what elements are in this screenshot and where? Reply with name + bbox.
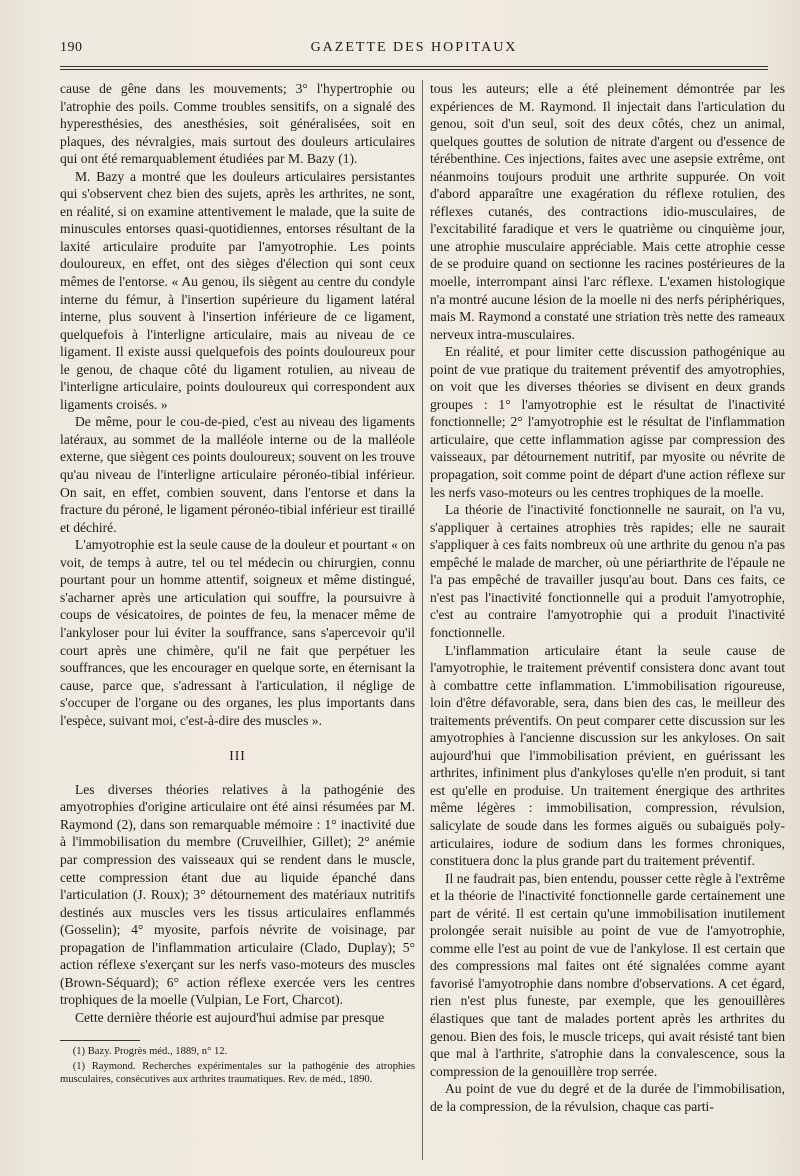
- footnote: (1) Bazy. Progrès méd., 1889, n° 12.: [72, 1046, 228, 1058]
- paragraph: Les diverses théories relatives à la pathogénie des amyotrophies d'origine articulaire ont été ainsi résumées par M. Raymond (2), dans son remarquable mémoire : 1° inactivité due à l'immobilisation du membre (Cruveilhier, Gillet); 2° anémie par compression des vaisseaux qui se rendent dans le muscle, cette compression étant due au liquide épanché dans l'articulation (J. Roux); 3° détournement des matériaux nutritifs destinés aux muscles vers les tissus articulaires enflammés (Gosselin); 4° myosite, parfois névrite de voisinage, par propagation de l'inflammation articulaire (Clado, Duplay); 5° action réflexe s'exerçant sur les nerfs vaso-moteurs des muscles (Brown-Séquard); 6° action réflexe exercée vers les centres trophiques de la moelle (Vulpian, Le Fort, Charcot).: [60, 781, 415, 1008]
- paragraph: L'inflammation articulaire étant la seule cause de l'amyotrophie, le traitement préventif consistera donc avant tout à combattre cette inflammation. L'immobilisation rigoureuse, loin d'être défavorable, sera, dans bien des cas, le meilleur des traitements préventifs. On peut comparer cette discussion sur les amyotrophies à l'ancienne discussion sur les ankyloses. On sait aujourd'hui que l'immobilisation prévient, en guérissant les arthrites, infiniment plus d'ankyloses qu'elle n'en produit, si tant est qu'elle en produise. Un traitement énergique des arthrites même légères : immobilisation, compression, révulsion, salicylate de soude dans les formes aiguës ou subaiguës poly-articulaires, iodure de sodium dans les formes chroniques, constituera donc la plus grande part du traitement préventif.: [430, 642, 785, 869]
- page-header: [60, 40, 768, 62]
- paragraph: La théorie de l'inactivité fonctionnelle ne saurait, on l'a vu, s'appliquer à certaines atrophies très rapides; elle ne saurait s'appliquer à ces faits nombreux où une arthrite du genou n'a pas empêché le malade de marcher, où une périarthrite de l'épaule ne l'a pas empêché de travailler jusqu'au bout. Dans ces faits, ce n'est pas l'inactivité fonctionnelle qui a produit l'amyotrophie, c'est au contraire l'amyotrophie qui a produit l'inactivité fonctionnelle.: [430, 502, 785, 640]
- paragraph: L'amyotrophie est la seule cause de la douleur et pourtant « on voit, de temps à autre, tel ou tel médecin ou chirurgien, connu pourtant pour un homme attentif, soigneux et même distingué, s'acharner après une articulation qui souffre, la poursuivre à coups de vésicatoires, de pointes de feu, la menacer même de l'ankyloser pour lui éviter la souffrance, sans s'apercevoir qu'il court après une chimère, qu'il ne fait que perpétuer les souffrances, que les encourager en quelque sorte, en éternisant la cause, parce que, s'adressant à l'articulation, il néglige de s'occuper de l'organe ou des organes, les plus importants dans l'espèce, suivant moi, c'est-à-dire des muscles ».: [60, 537, 415, 728]
- paragraph: De même, pour le cou-de-pied, c'est au niveau des ligaments latéraux, au sommet de la malléole interne ou de la malléole externe, que siègent ces points douloureux; souvent on les trouve qu'au niveau de l'interligne articulaire péronéo-tibial inférieur. On sait, en effet, combien souvent, dans l'entorse et dans la fracture du péroné, le ligament péronéo-tibial inférieur est tiraillé et déchiré.: [60, 414, 415, 535]
- paragraph: Il ne faudrait pas, bien entendu, pousser cette règle à l'extrême et la théorie de l'inactivité fonctionnelle garde certainement une part de vérité. Il est certain qu'une immobilisation inutilement prolongée serait nuisible au point de vue de l'amyotrophie, comme elle l'est au point de vue de l'ankylose. Il est certain que des compressions mal faites ont été signalées comme ayant favorisé l'amyotrophie dans nombre d'observations. A cet égard, rien n'est plus funeste, par exemple, que les genouillères élastiques que tant de malades portent après les arthrites du genou. Bien des fois, le muscle triceps, qui avait résisté tant bien que mal à l'arthrite, s'atrophie dans la convalescence, sous la compression de la genouillère trop serrée.: [430, 870, 785, 1079]
- paragraph: Au point de vue du degré et de la durée de l'immobilisation, de la compression, de la révulsion, chaque cas parti-: [430, 1081, 785, 1114]
- paragraph: En réalité, et pour limiter cette discussion pathogénique au point de vue pratique du traitement préventif des amyotrophies, on voit que les diverses théories se divisent en deux grands groupes : 1° l'amyotrophie est le résultat de l'inactivité fonctionnelle; 2° l'amyotrophie est le résultat de l'inflammation articulaire, que cette inflammation agisse par compression des vaisseaux, par détournement nutritif, par myosite ou névrite de propagation, soit comme point de départ d'une action réflexe sur les nerfs vaso-moteurs ou les centres trophiques de la moelle.: [430, 344, 785, 500]
- header-rule-double: [60, 69, 768, 70]
- header-rule: [60, 66, 768, 67]
- running-title: GAZETTE DES HOPITAUX: [310, 40, 518, 55]
- left-column: [60, 80, 415, 1160]
- paragraph: cause de gêne dans les mouvements; 3° l'hypertrophie ou l'atrophie des poils. Comme troubles sensitifs, on a signalé des hyperesthésies, des anesthésies, soit généralisées, soit en plaques, des névralgies, mais surtout des douleurs articulaires qui ont été remarquablement étudiées par M. Bazy (1).: [60, 81, 415, 167]
- section-number: III: [229, 748, 246, 764]
- paragraph: tous les auteurs; elle a été pleinement démontrée par les expériences de M. Raymond. Il injectait dans l'articulation du genou, soit d'un seul, soit des deux côtés, chez un animal, quelques gouttes de solution de nitrate d'argent ou d'essence de térébenthine. Ces injections, faites avec une asepsie extrême, ont néanmoins toujours produit une arthrite suppurée. On voit d'abord apparaître une exagération du réflexe rotulien, des réflexes cutanés, des contractions idio-musculaires, de l'excitabilité faradique et vers le quatrième ou cinquième jour, une atrophie musculaire appréciable. Mais cette atrophie cesse de se produire quand on sectionne les racines postérieures de la moelle, interrompant ainsi l'arc réflexe. L'examen histologique n'a montré aucune lésion de la moelle ni des nerfs périphériques, mais M. Raymond a constaté une striation très nette des rameaux nerveux intra-musculaires.: [430, 81, 785, 342]
- page-number: 190: [60, 40, 83, 55]
- column-divider: [422, 80, 423, 1160]
- footnote-rule: [60, 1040, 140, 1041]
- paragraph: M. Bazy a montré que les douleurs articulaires persistantes qui s'observent chez bien des sujets, après les arthrites, ne sont, en réalité, si on examine attentivement le malade, que la suite de minuscules entorses quasi-quotidiennes, entorses résultant de la laxité articulaire produite par l'amyotrophie. Les points douloureux, en effet, ont des sièges d'élection qui sont ceux mêmes de l'entorse. « Au genou, ils siègent au centre du condyle interne du fémur, à l'insertion supérieure du ligament latéral interne, plus souvent à l'insertion inférieure de ce ligament, quelquefois à l'interligne articulaire, mais au niveau de ce ligament. Il existe aussi quelquefois des points douloureux pour le genou, de chaque côté du ligament rotulien, au niveau de l'interligne articulaire, points douloureux qui correspondent aux ligaments croisés. »: [60, 168, 415, 412]
- paragraph: Cette dernière théorie est aujourd'hui admise par presque: [74, 1009, 385, 1025]
- footnote: (1) Raymond. Recherches expérimentales sur la pathogénie des atrophies musculaires, consécutives aux arthrites traumatiques. Rev. de méd., 1890.: [60, 1060, 415, 1085]
- right-column: [430, 80, 785, 1160]
